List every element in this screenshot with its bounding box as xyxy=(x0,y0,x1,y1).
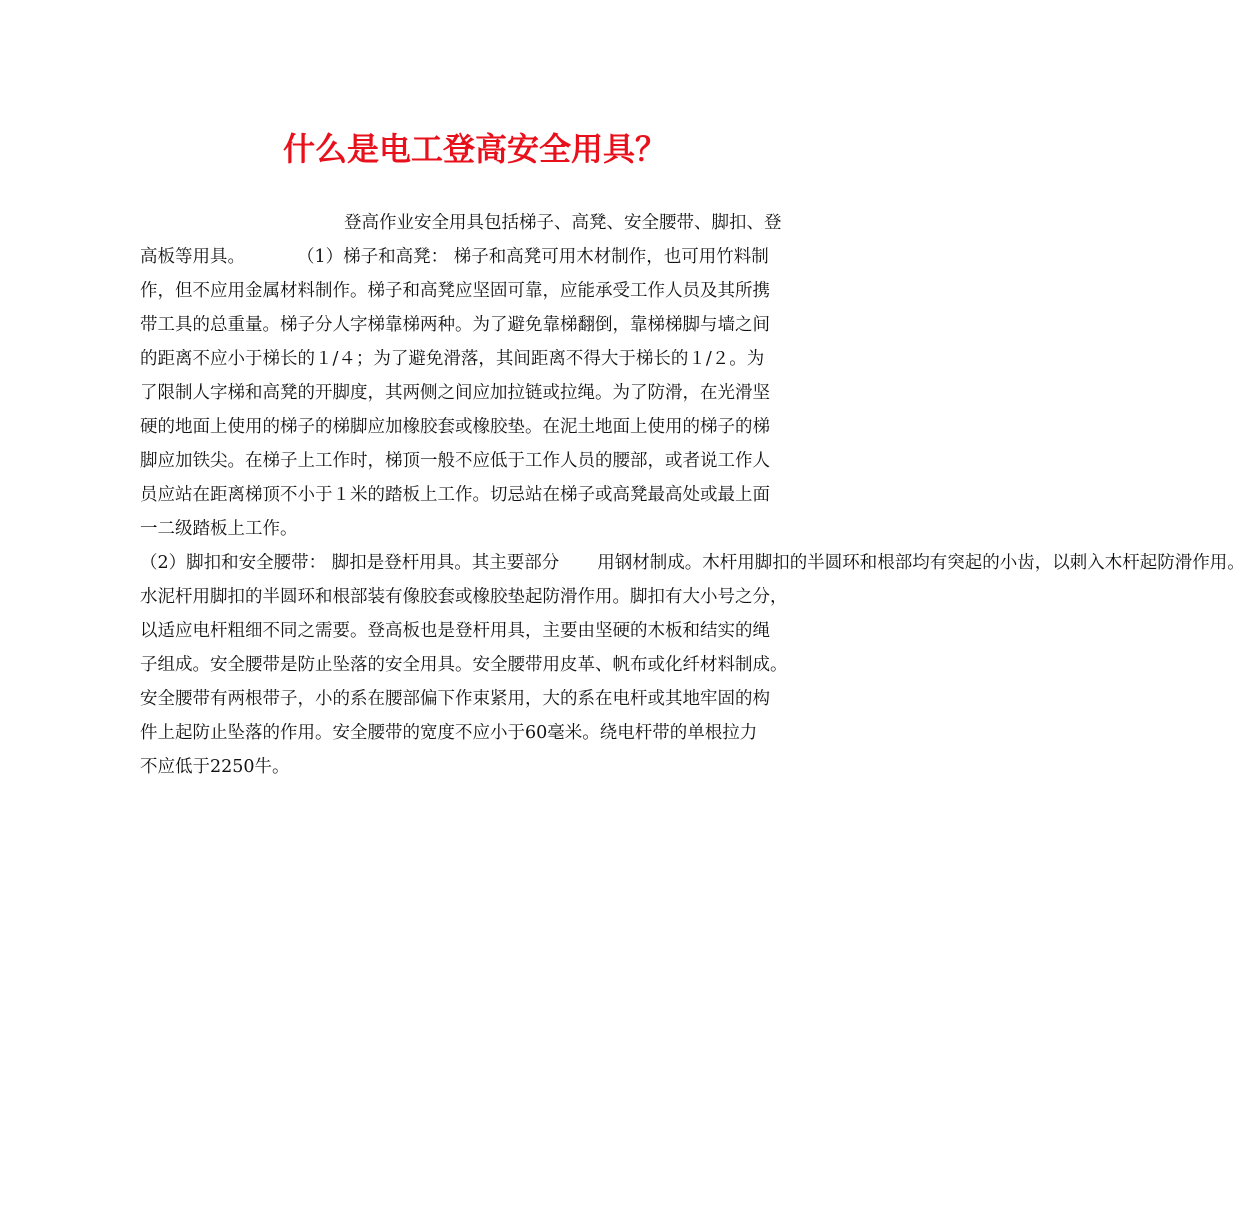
body-line: 高板等用具。 （1）梯子和高凳： 梯子和高凳可用木材制作，也可用竹料制 xyxy=(140,247,769,267)
body-line: 水泥杆用脚扣的半圆环和根部装有像胶套或橡胶垫起防滑作用。脚扣有大小号之分， xyxy=(140,587,788,607)
body-line: 安全腰带有两根带子，小的系在腰部偏下作束紧用，大的系在电杆或其地牢固的构 xyxy=(140,689,770,709)
body-line: （2）脚扣和安全腰带： 脚扣是登杆用具。其主要部分 用钢材制成。木杆用脚扣的半圆环和根部均有突起的小齿，以刺入木杆起防滑作用。 xyxy=(140,553,1245,573)
body-line: 不应低于2250牛。 xyxy=(140,757,290,777)
body-line: 一二级踏板上工作。 xyxy=(140,519,298,539)
body-line: 带工具的总重量。梯子分人字梯靠梯两种。为了避免靠梯翻倒，靠梯梯脚与墙之间 xyxy=(140,315,770,335)
body-line: 硬的地面上使用的梯子的梯脚应加橡胶套或橡胶垫。在泥土地面上使用的梯子的梯 xyxy=(140,417,770,437)
body-line: 的距离不应小于梯长的１/４；为了避免滑落，其间距离不得大于梯长的１/２。为 xyxy=(140,349,765,369)
body-line: 作，但不应用金属材料制作。梯子和高凳应坚固可靠，应能承受工作人员及其所携 xyxy=(140,281,770,301)
body-line: 了限制人字梯和高凳的开脚度，其两侧之间应加拉链或拉绳。为了防滑，在光滑坚 xyxy=(140,383,770,403)
body-line: 子组成。安全腰带是防止坠落的安全用具。安全腰带用皮革、帆布或化纤材料制成。 xyxy=(140,655,788,675)
document-body xyxy=(140,206,1245,784)
body-line: 员应站在距离梯顶不小于１米的踏板上工作。切忌站在梯子或高凳最高处或最上面 xyxy=(140,485,770,505)
body-line: 以适应电杆粗细不同之需要。登高板也是登杆用具，主要由坚硬的木板和结实的绳 xyxy=(140,621,770,641)
body-line: 脚应加铁尖。在梯子上工作时，梯顶一般不应低于工作人员的腰部，或者说工作人 xyxy=(140,451,770,471)
body-line: 件上起防止坠落的作用。安全腰带的宽度不应小于60毫米。绕电杆带的单根拉力 xyxy=(140,723,758,743)
body-line: 登高作业安全用具包括梯子、高凳、安全腰带、脚扣、登 xyxy=(344,213,782,233)
document-title: 什么是电工登高安全用具？ xyxy=(282,130,667,168)
